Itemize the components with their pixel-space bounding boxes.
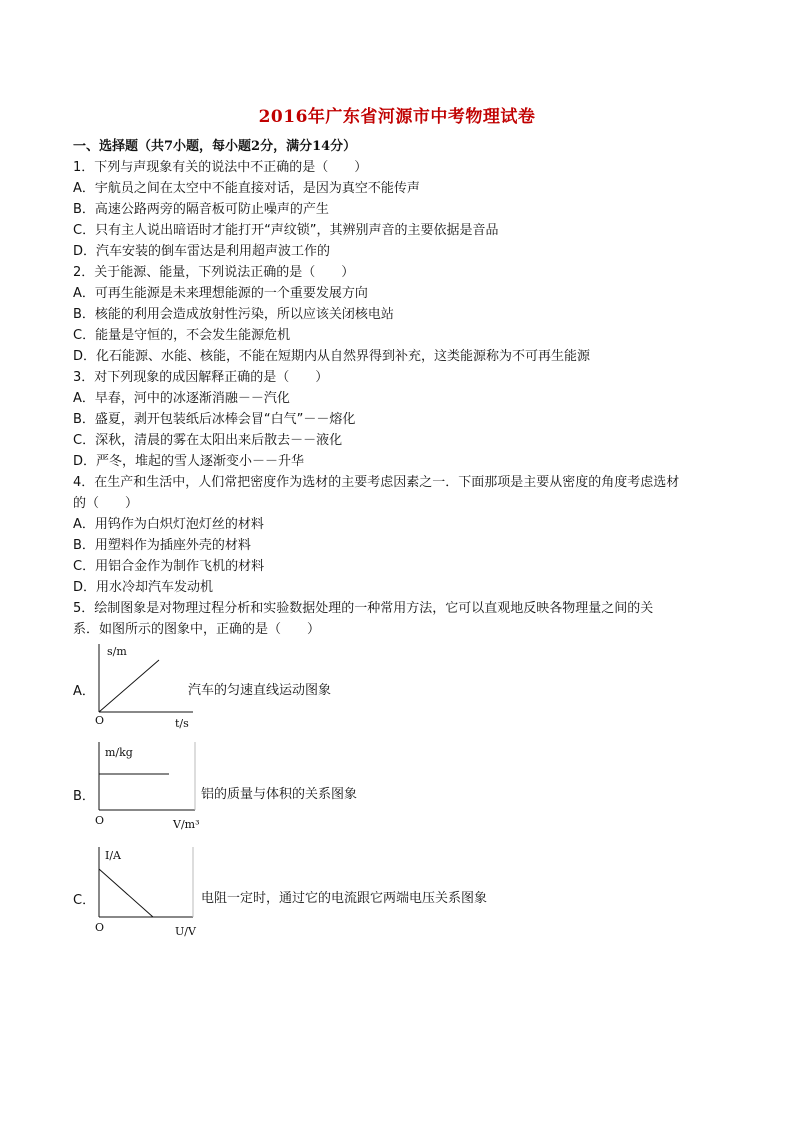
page-title: 2016年广东省河源市中考物理试卷 <box>258 107 536 127</box>
graph-a-caption: 汽车的匀速直线运动图象 <box>188 683 332 698</box>
question-3-option-d: D．严冬，堆起的雪人逐渐变小－－升华 <box>73 454 305 469</box>
question-1-stem: 1．下列与声现象有关的说法中不正确的是（ ） <box>73 160 368 175</box>
question-1-option-d: D．汽车安装的倒车雷达是利用超声波工作的 <box>73 244 331 259</box>
question-2-option-c: C．能量是守恒的，不会发生能源危机 <box>73 328 291 343</box>
graph-option-c-label: C． <box>73 893 96 908</box>
question-3-option-c: C．深秋，清晨的雾在太阳出来后散去－－液化 <box>73 433 343 448</box>
question-4-option-b: B．用塑料作为插座外壳的材料 <box>73 538 251 553</box>
question-2-stem: 2．关于能源、能量，下列说法正确的是（ ） <box>73 265 355 280</box>
question-1-option-b: B．高速公路两旁的隔音板可防止噪声的产生 <box>73 202 329 217</box>
graph-option-a-label: A． <box>73 684 95 699</box>
graph-c-falling-line <box>99 869 153 917</box>
question-1-option-a: A．宇航员之间在太空中不能直接对话，是因为真空不能传声 <box>73 181 420 196</box>
graph-a-rising-line <box>99 660 159 712</box>
graph-option-a <box>73 642 533 742</box>
question-3-stem: 3．对下列现象的成因解释正确的是（ ） <box>73 370 329 385</box>
question-4-option-c: C．用铝合金作为制作飞机的材料 <box>73 559 265 574</box>
graph-option-b-label: B． <box>73 789 95 804</box>
question-4-stem-line-1: 4．在生产和生活中，人们常把密度作为选材的主要考虑因素之一．下面那项是主要从密度的角度考虑选材 <box>73 475 680 490</box>
graph-c-caption: 电阻一定时，通过它的电流跟它两端电压关系图象 <box>201 891 488 906</box>
question-5-stem-line-2: 系．如图所示的图象中，正确的是（ ） <box>73 622 321 637</box>
question-4-stem-line-2: 的（ ） <box>73 496 139 511</box>
graph-c-origin: O <box>95 921 105 934</box>
graph-option-b <box>73 740 533 840</box>
graph-c-axes <box>93 845 203 940</box>
section-heading: 一、选择题（共7小题，每小题2分，满分14分） <box>73 139 357 154</box>
graph-a-ylabel: s/m <box>107 645 127 658</box>
question-2-option-a: A．可再生能源是未来理想能源的一个重要发展方向 <box>73 286 368 301</box>
graph-c-xlabel: U/V <box>175 925 196 938</box>
graph-a-xlabel: t/s <box>175 717 189 730</box>
graph-c-ylabel: I/A <box>105 849 121 862</box>
graph-a-axes <box>93 642 203 732</box>
question-5-stem-line-1: 5．绘制图象是对物理过程分析和实验数据处理的一种常用方法，它可以直观地反映各物理量之间的关 <box>73 601 654 616</box>
graph-b-axes <box>93 740 203 835</box>
graph-b-xlabel: V/m³ <box>173 818 200 831</box>
question-3-option-b: B．盛夏，剥开包装纸后冰棒会冒“白气”－－熔化 <box>73 412 356 427</box>
question-4-option-a: A．用钨作为白炽灯泡灯丝的材料 <box>73 517 264 532</box>
question-4-option-d: D．用水冷却汽车发动机 <box>73 580 214 595</box>
graph-a-origin: O <box>95 714 105 727</box>
question-2-option-b: B．核能的利用会造成放射性污染，所以应该关闭核电站 <box>73 307 394 322</box>
graph-option-c <box>73 845 533 945</box>
graph-b-caption: 铝的质量与体积的关系图象 <box>201 787 358 802</box>
question-1-option-c: C．只有主人说出暗语时才能打开“声纹锁”，其辨别声音的主要依据是音品 <box>73 223 499 238</box>
question-2-option-d: D．化石能源、水能、核能，不能在短期内从自然界得到补充，这类能源称为不可再生能源 <box>73 349 591 364</box>
graph-b-origin: O <box>95 814 105 827</box>
question-3-option-a: A．早春，河中的冰逐渐消融－－汽化 <box>73 391 290 406</box>
graph-b-ylabel: m/kg <box>105 746 133 759</box>
